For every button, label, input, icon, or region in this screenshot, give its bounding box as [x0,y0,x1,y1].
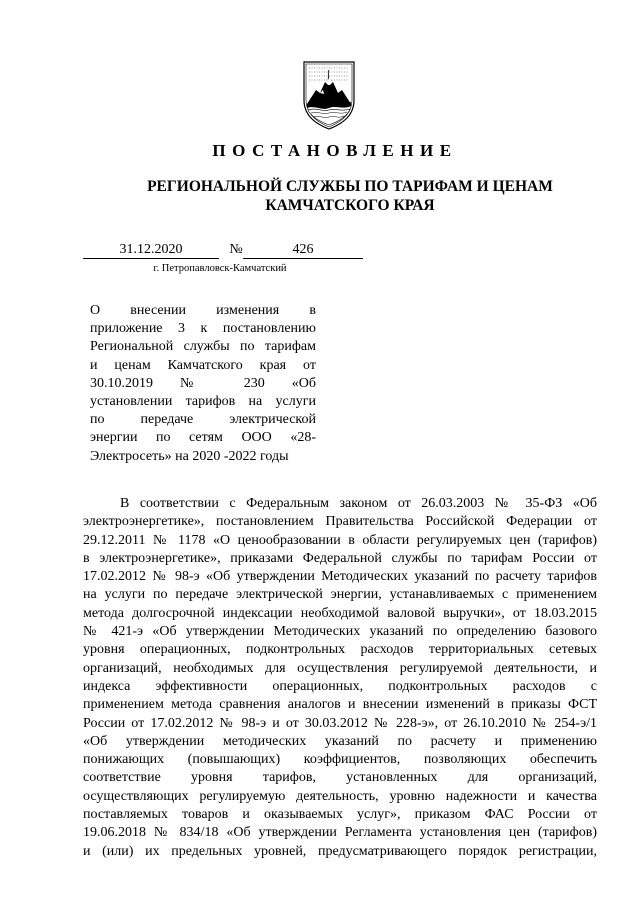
summary-line: энергии по сетям ООО «28- [90,430,316,446]
body-line: применением метода сравнения аналогов и внесении изменений в приказы ФСТ [83,697,597,713]
authority-line-2: КАМЧАТСКОГО КРАЯ [265,197,435,214]
body-line: 29.12.2011 № 1178 «О ценообразовании в области регулируемых цен (тарифов) [83,532,597,548]
document-number: 426 [243,242,363,259]
summary-line: по передаче электрической [90,412,316,428]
summary-line: О внесении изменения в [90,303,316,318]
document-body [83,495,597,861]
body-line: поставляемых товаров и оказываемых услуг», приказом ФАС России от [83,807,597,823]
body-line: осуществляющих регулируемую деятельность, уровню надежности и качества [83,788,597,804]
summary-line: установлении тарифов на услуги [90,394,316,410]
summary-line: и ценам Камчатского края от [90,357,316,373]
number-sign: № [229,242,243,257]
body-line: уровня операционных, подконтрольных расходов территориальных сетевых [83,642,597,658]
body-line: и (или) их предельных уровней, предусматривающего порядок регистрации, [83,843,597,859]
body-line: «Об утверждении методических указаний по расчету и применению [83,733,597,749]
document-title: ПОСТАНОВЛЕНИЕ [212,141,458,160]
summary-line: Электросеть» на 2020 -2022 годы [90,448,289,464]
body-line: организаций, необходимых для осуществления регулируемой деятельности, и [83,660,597,676]
body-line: электроэнергетике», постановлением Правительства Российской Федерации от [83,514,597,530]
body-line: понижающих (повышающих) коэффициентов, позволяющих обеспечить [83,752,597,768]
body-line: метода долгосрочной индексации необходимой валовой выручки», от 18.03.2015 [83,605,597,621]
body-line: 17.02.2012 № 98-э «Об утверждении Методических указаний по расчету тарифов [83,569,597,585]
body-line: соответствие уровня тарифов, установленных для организаций, [83,770,597,786]
issuing-authority [80,177,620,215]
summary-line: Региональной службы по тарифам [90,339,316,355]
body-line: В соответствии с Федеральным законом от 26.03.2003 № 35-ФЗ «Об [120,496,597,511]
body-line: индекса эффективности операционных, подконтрольных расходов с [83,678,597,694]
body-line: в электроэнергетике», приказами Федеральной службы по тарифам России от [83,550,597,566]
body-line: № 421-э «Об утверждении Методических указаний по определению базового [83,624,597,640]
body-line: 19.06.2018 № 834/18 «Об утверждении Регламента установления цен (тарифов) [83,825,597,841]
document-date: 31.12.2020 [83,242,219,259]
kamchatka-emblem-icon [300,60,358,130]
document-city: г. Петропавловск-Камчатский [153,263,287,274]
body-line: России от 17.02.2012 № 98-э и от 30.03.2012 № 228-э», от 26.10.2010 № 254-э/1 [83,715,597,731]
body-line: на услуги по передаче электрической энергии, устанавливаемых с применением [83,587,597,603]
authority-line-1: РЕГИОНАЛЬНОЙ СЛУЖБЫ ПО ТАРИФАМ И ЦЕНАМ [147,178,553,195]
summary-line: приложение 3 к постановлению [90,321,316,337]
summary-line: 30.10.2019 № 230 «Об [90,375,316,391]
document-summary [90,302,316,466]
